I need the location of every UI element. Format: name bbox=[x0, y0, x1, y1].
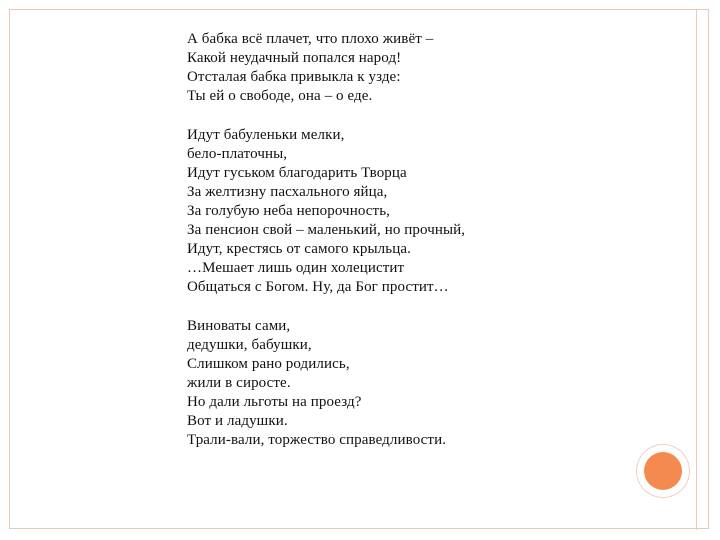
poem-line: жили в сиросте. bbox=[187, 375, 291, 391]
slide-right-rule bbox=[696, 10, 697, 530]
stanza-1 bbox=[187, 30, 657, 106]
stanza-3 bbox=[187, 317, 657, 450]
poem-line: Трали-вали, торжество справедливости. bbox=[187, 432, 447, 448]
poem-line: Но дали льготы на проезд? bbox=[187, 394, 362, 410]
poem-line: За пенсион свой – маленький, но прочный, bbox=[187, 222, 466, 238]
poem-text bbox=[187, 30, 657, 470]
poem-line: А бабка всё плачет, что плохо живёт – bbox=[187, 31, 434, 47]
poem-line: Идут гуськом благодарить Творца bbox=[187, 165, 407, 181]
decorative-circle-dot bbox=[644, 452, 682, 490]
poem-line: дедушки, бабушки, bbox=[187, 337, 312, 353]
poem-line: Общаться с Богом. Ну, да Бог простит… bbox=[187, 279, 449, 295]
poem-line: Идут, крестясь от самого крыльца. bbox=[187, 241, 411, 257]
poem-line: …Мешает лишь один холецистит bbox=[187, 260, 405, 276]
poem-line: Ты ей о свободе, она – о еде. bbox=[187, 88, 373, 104]
poem-line: За желтизну пасхального яйца, bbox=[187, 184, 388, 200]
poem-line: Идут бабуленьки мелки, bbox=[187, 127, 345, 143]
poem-line: Отсталая бабка привыкла к узде: bbox=[187, 69, 401, 85]
poem-line: Какой неудачный попался народ! bbox=[187, 50, 402, 66]
poem-line: За голубую неба непорочность, bbox=[187, 203, 391, 219]
poem-line: Виноваты сами, bbox=[187, 318, 291, 334]
poem-line: бело-платочны, bbox=[187, 146, 288, 162]
stanza-2 bbox=[187, 126, 657, 297]
poem-line: Вот и ладушки. bbox=[187, 413, 288, 429]
poem-line: Слишком рано родились, bbox=[187, 356, 350, 372]
